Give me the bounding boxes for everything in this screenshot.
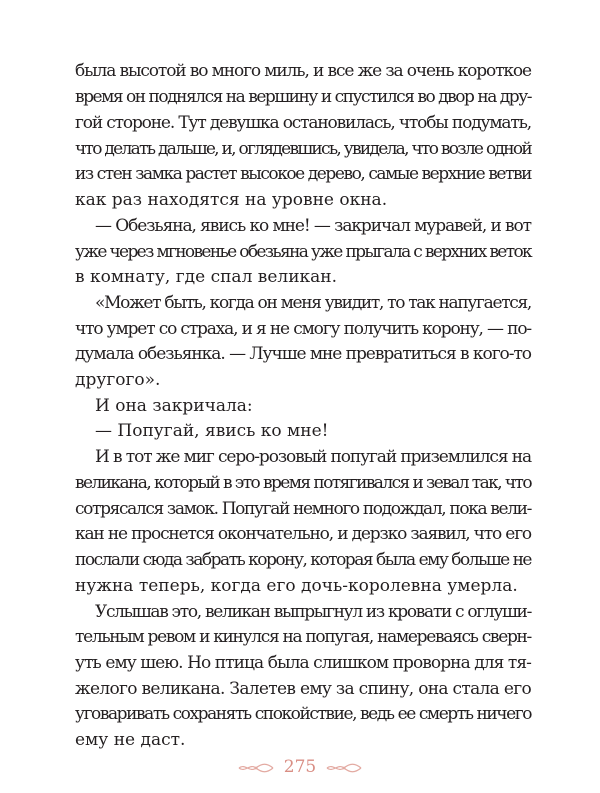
text-line: «Может быть, когда он меня увидит, то так напугается, xyxy=(95,293,532,313)
text-line: как раз находятся на уровне окна. xyxy=(75,190,388,210)
text-line: в комнату, где спал великан. xyxy=(75,267,338,287)
text-line: время он поднялся на вершину и спустился во двор на дру- xyxy=(75,87,531,107)
text-line: из стен замка растет высокое дерево, самые верхние ветви xyxy=(75,164,531,184)
text-line: нужна теперь, когда его дочь-королевна умерла. xyxy=(75,576,518,596)
right-ornament-icon xyxy=(326,762,362,774)
text-line: послали сюда забрать корону, которая была ему больше не xyxy=(75,550,531,570)
text-line: уть ему шею. Но птица была слишком проворна для тя- xyxy=(75,653,531,673)
text-line: уже через мгновенье обезьяна уже прыгала с верхних веток xyxy=(75,242,531,262)
left-ornament-icon xyxy=(238,762,274,774)
page-footer xyxy=(0,756,600,780)
text-line: думала обезьянка. — Лучше мне превратиться в кого-то xyxy=(75,344,531,364)
text-line: желого великана. Залетев ему за спину, она стала его xyxy=(75,679,531,699)
text-line: сотрясался замок. Попугай немного подождал, пока вели- xyxy=(75,499,531,519)
text-line: была высотой во много миль, и все же за очень короткое xyxy=(75,61,531,81)
text-line: великана, который в это время потягивался и зевал так, что xyxy=(75,473,531,493)
text-line: И в тот же миг серо-розовый попугай приземлился на xyxy=(95,447,531,467)
text-line: гой стороне. Тут девушка остановилась, чтобы подумать, xyxy=(75,113,531,133)
page-number: 275 xyxy=(283,757,317,777)
text-line: кан не проснется окончательно, и дерзко заявил, что его xyxy=(75,524,531,544)
text-line: И она закричала: xyxy=(95,396,253,416)
text-line: Услышав это, великан выпрыгнул из кровати с оглуши- xyxy=(95,602,531,622)
text-line: что умрет со страха, и я не смогу получить корону, — по- xyxy=(75,319,531,339)
text-line: — Попугай, явись ко мне! xyxy=(95,421,329,441)
text-line: что делать дальше, и, оглядевшись, увидела, что возле одной xyxy=(75,139,531,159)
text-line: уговаривать сохранять спокойствие, ведь ее смерть ничего xyxy=(75,704,531,724)
text-line: — Обезьяна, явись ко мне! — закричал муравей, и вот xyxy=(95,216,531,236)
text-line: ему не даст. xyxy=(75,730,186,750)
text-line: другого». xyxy=(75,370,161,390)
text-line: тельным ревом и кинулся на попугая, намереваясь сверн- xyxy=(75,627,531,647)
